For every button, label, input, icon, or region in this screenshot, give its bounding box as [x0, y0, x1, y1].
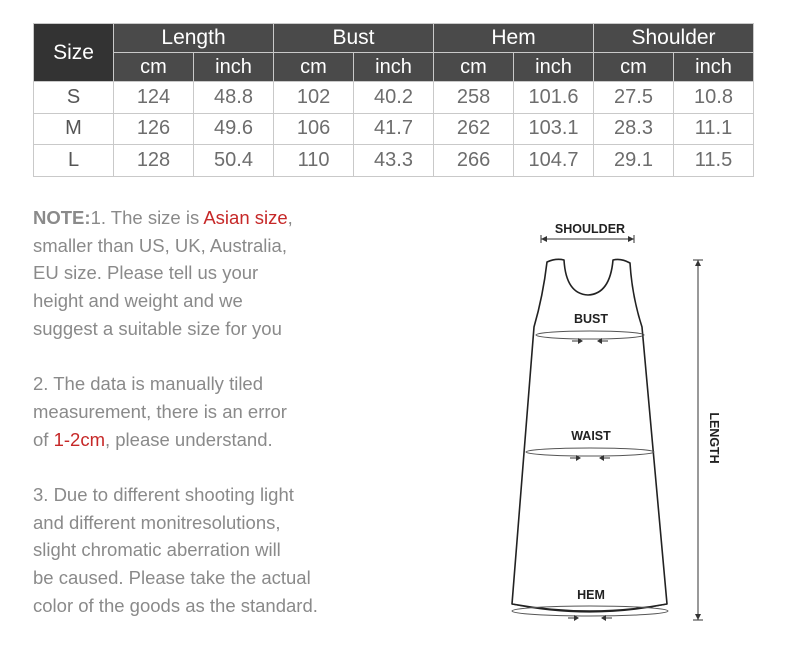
table-cell: 126 — [114, 113, 194, 145]
unit-header: inch — [194, 53, 274, 82]
table-cell: 28.3 — [594, 113, 674, 145]
table-cell: 262 — [434, 113, 514, 145]
hem-label: HEM — [577, 588, 605, 602]
note-2 — [33, 370, 433, 453]
table-cell: 258 — [434, 82, 514, 114]
table-cell: 27.5 — [594, 82, 674, 114]
error-range-highlight: 1-2cm — [53, 428, 105, 450]
table-row — [34, 82, 754, 114]
note-title: NOTE: — [33, 207, 91, 228]
note-line — [33, 204, 433, 232]
shoulder-group-header: Shoulder — [594, 24, 754, 53]
note-text: , please understand. — [104, 428, 273, 450]
unit-header: inch — [354, 53, 434, 82]
table-cell: 11.5 — [674, 145, 754, 177]
unit-header: cm — [114, 53, 194, 82]
note-line: measurement, there is an error — [33, 400, 287, 422]
table-row — [34, 113, 754, 145]
note-text: 1. The size is — [90, 207, 204, 228]
table-row — [34, 145, 754, 177]
dress-measurement-diagram — [500, 210, 750, 630]
note-3 — [33, 481, 433, 620]
table-cell: 11.1 — [674, 113, 754, 145]
table-cell: 43.3 — [354, 145, 434, 177]
table-cell: 40.2 — [354, 82, 434, 114]
unit-header: cm — [274, 53, 354, 82]
hem-group-header: Hem — [434, 24, 594, 53]
note-1 — [33, 204, 433, 343]
unit-header: inch — [514, 53, 594, 82]
size-column-header: Size — [34, 24, 114, 82]
note-line: be caused. Please take the actual — [33, 567, 311, 589]
shoulder-label: SHOULDER — [554, 222, 626, 236]
table-cell: 110 — [274, 145, 354, 177]
table-cell: 124 — [114, 82, 194, 114]
table-cell: 266 — [434, 145, 514, 177]
size-cell: M — [34, 113, 114, 145]
table-cell: 101.6 — [514, 82, 594, 114]
table-header-row — [34, 24, 754, 53]
note-line: slight chromatic aberration will — [33, 539, 281, 561]
length-label: LENGTH — [707, 412, 721, 464]
notes-section — [33, 204, 433, 647]
length-group-header: Length — [114, 24, 274, 53]
table-cell: 106 — [274, 113, 354, 145]
note-line: color of the goods as the standard. — [33, 594, 318, 616]
table-cell: 10.8 — [674, 82, 754, 114]
note-line: suggest a suitable size for you — [33, 317, 282, 339]
size-chart-table — [33, 23, 754, 177]
length-measure-arrow — [693, 260, 703, 620]
shoulder-measure-arrow — [541, 235, 634, 243]
table-cell: 49.6 — [194, 113, 274, 145]
table-cell: 103.1 — [514, 113, 594, 145]
table-cell: 29.1 — [594, 145, 674, 177]
table-unit-row — [34, 53, 754, 82]
bust-group-header: Bust — [274, 24, 434, 53]
table-cell: 104.7 — [514, 145, 594, 177]
note-line — [33, 426, 433, 454]
asian-size-highlight: Asian size — [203, 207, 288, 228]
unit-header: inch — [674, 53, 754, 82]
waist-label: WAIST — [571, 429, 611, 443]
unit-header: cm — [594, 53, 674, 82]
note-line: and different monitresolutions, — [33, 511, 281, 533]
note-line: 3. Due to different shooting light — [33, 484, 294, 505]
size-cell: S — [34, 82, 114, 114]
size-cell: L — [34, 145, 114, 177]
unit-header: cm — [434, 53, 514, 82]
table-cell: 50.4 — [194, 145, 274, 177]
note-line: smaller than US, UK, Australia, — [33, 234, 287, 256]
table-cell: 102 — [274, 82, 354, 114]
note-line: height and weight and we — [33, 290, 243, 312]
table-cell: 41.7 — [354, 113, 434, 145]
note-text: of — [33, 428, 54, 450]
note-line: EU size. Please tell us your — [33, 262, 259, 284]
table-cell: 48.8 — [194, 82, 274, 114]
note-text: , — [287, 207, 293, 228]
note-line: 2. The data is manually tiled — [33, 373, 264, 395]
table-cell: 128 — [114, 145, 194, 177]
bust-label: BUST — [573, 312, 609, 326]
